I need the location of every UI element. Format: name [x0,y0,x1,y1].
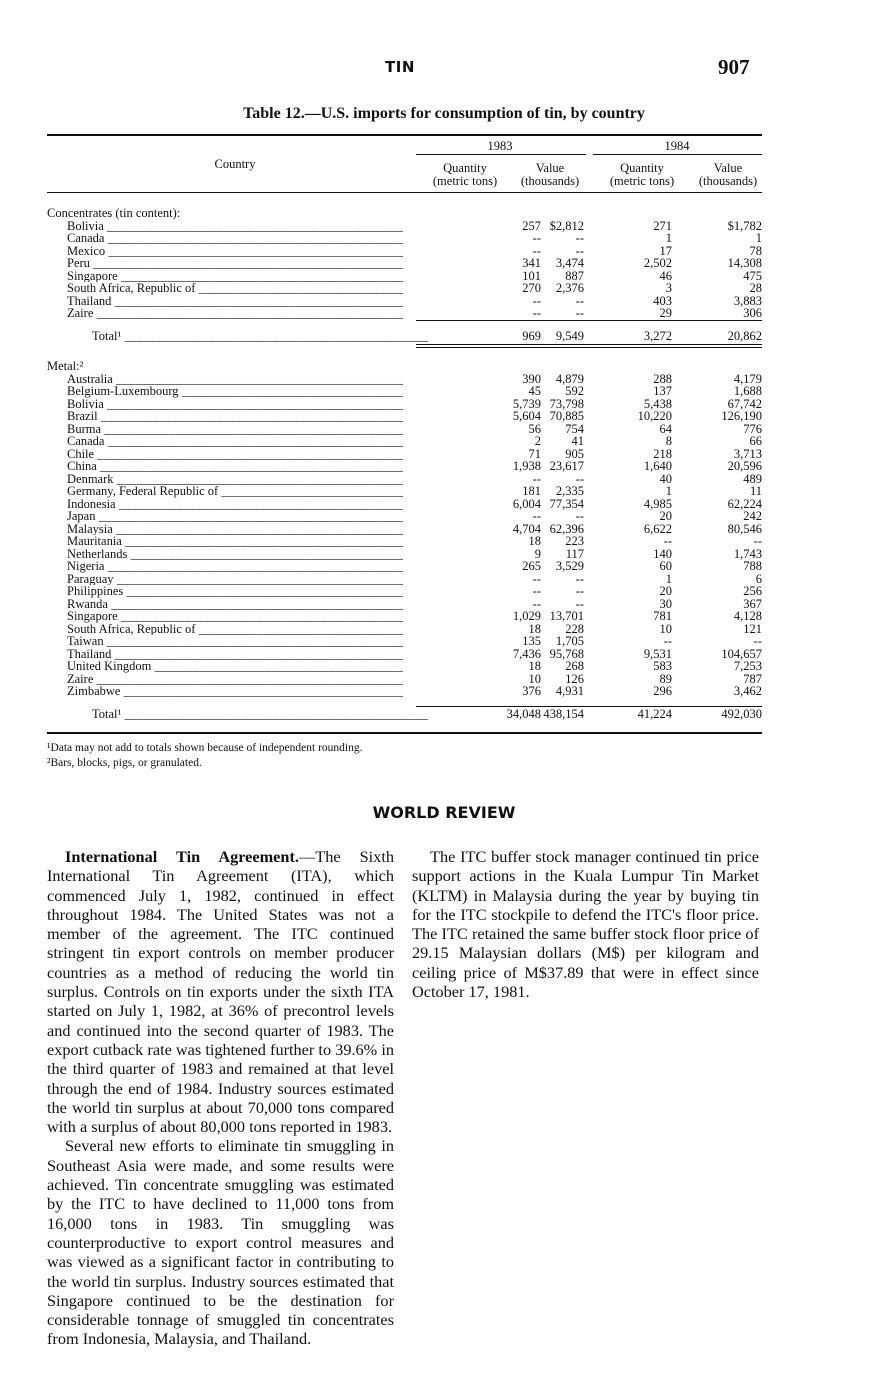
paragraph-3 [412,847,759,1001]
value-header-1983: Value (thousands) [520,161,580,188]
left-column [47,847,394,1349]
quantity-1984-cell: 46 [659,268,672,283]
quantity-1983-cell: -- [532,571,541,586]
country-cell: Philippines _____ [67,585,403,598]
table-row [47,660,767,673]
country-cell: Brazil _____ [67,410,403,423]
value-1984-cell: 1 [755,231,762,245]
value-1984-cell: 788 [743,559,762,573]
value-1984-cell: 306 [743,306,762,320]
value-1984-cell: 121 [743,621,762,636]
value-1983-cell: -- [575,584,584,598]
value-1984-cell: 3,883 [733,293,762,308]
table-row [47,220,767,233]
country-cell: South Africa, Republic of _____ [67,623,403,636]
country-cell: Japan _____ [67,510,403,523]
concentrates-subtotal-rule [416,320,762,321]
quantity-1984-cell: 140 [653,546,672,561]
metal-rows [47,373,767,698]
quantity-1983-cell: 56 [528,421,541,436]
value-1984-cell: 3,713 [733,446,762,461]
value-1983-cell: 2,376 [555,281,584,295]
quantity-1984-cell: 10 [659,621,672,636]
total-quantity-1983: 969 [522,328,541,343]
value-1984-cell: 256 [743,584,762,598]
table-row [47,485,767,498]
quantity-1983-cell: 265 [522,559,541,573]
value-1983-cell: 126 [565,671,584,686]
quantity-1984-cell: -- [663,534,672,548]
value-1984-cell: 3,462 [733,684,762,698]
country-cell: Chile _____ [67,448,403,461]
quantity-1984-cell: 5,438 [643,396,672,411]
value-1983-cell: -- [575,293,584,308]
table-row [47,295,767,308]
table-row [47,270,767,283]
quantity-1983-cell: 71 [528,446,541,461]
table-row [47,257,767,270]
year-1984: 1984 [664,139,690,153]
value-1983-cell: 23,617 [549,459,584,473]
total-row [47,330,767,343]
quantity-1983-cell: 4,704 [512,521,541,536]
value-1983-cell: 41 [571,434,584,448]
value-1983-cell: 4,879 [555,371,584,386]
quantity-1983-cell: 181 [522,484,541,498]
table-bottom-rule [47,732,762,734]
table-row [47,685,767,698]
header-bottom-rule [47,192,762,193]
value-1983-cell: -- [575,596,584,611]
table-row [47,385,767,398]
section-label-row [47,207,767,220]
quantity-1984-cell: 288 [653,371,672,386]
concentrates-table [47,207,767,342]
quantity-1983-cell: -- [532,243,541,258]
country-cell: Thailand _____ [67,648,403,661]
value-1983-cell: 592 [565,384,584,398]
table-row [47,523,767,536]
value-1984-cell: 104,657 [721,646,762,661]
quantity-1983-cell: 376 [522,684,541,698]
total-row [47,708,767,721]
table-row [47,573,767,586]
quantity-1984-cell: 20 [659,584,672,598]
value-1984-cell: 28 [749,281,762,295]
quantity-1984-cell: 4,985 [643,496,672,511]
table-row [47,435,767,448]
quantity-1983-cell: 9 [534,546,541,561]
metal-label: Metal:² [47,360,84,373]
table-row [47,423,767,436]
country-cell: Australia _____ [67,373,403,386]
quantity-1984-cell: 137 [653,384,672,398]
value-1984-cell: 787 [743,671,762,686]
country-cell: Singapore _____ [67,610,403,623]
quantity-1984-cell: 30 [659,596,672,611]
value-1984-cell: 4,179 [733,371,762,386]
metal-subtotal-rule [416,706,762,707]
value-1984-cell: 242 [743,509,762,523]
quantity-1983-cell: 18 [528,659,541,673]
quantity-1983-cell: 1,938 [512,459,541,473]
metal-total-row [47,708,767,721]
value-1983-cell: 1,705 [555,634,584,648]
total-value-1983: 438,154 [543,706,584,721]
country-cell: South Africa, Republic of _____ [67,282,403,295]
paragraph-2 [47,1136,394,1348]
quantity-1983-cell: -- [532,509,541,523]
value-1984-cell: 11 [749,484,762,498]
table-row [47,535,767,548]
country-cell: Mauritania _____ [67,535,403,548]
running-title: TIN [385,58,415,76]
value-1984-cell: 62,224 [727,496,762,511]
country-cell: Indonesia _____ [67,498,403,511]
country-cell: Germany, Federal Republic of _____ [67,485,403,498]
country-cell: United Kingdom _____ [67,660,403,673]
value-1983-cell: 62,396 [549,521,584,536]
total-quantity-1983: 34,048 [506,706,541,721]
lead-in-heading: International Tin Agreement. [65,847,299,866]
total-label: Total¹ _____ [92,708,428,721]
quantity-1983-cell: -- [532,584,541,598]
table-top-rule [47,134,762,136]
quantity-1984-cell: 29 [659,306,672,320]
quantity-1983-cell: 257 [522,218,541,233]
quantity-1983-cell: 5,739 [512,396,541,411]
value-1984-cell: 4,128 [733,609,762,623]
value-1983-cell: 13,701 [549,609,584,623]
value-1983-cell: 73,798 [549,396,584,411]
quantity-1983-cell: 1,029 [512,609,541,623]
total-value-1984: 492,030 [721,706,762,721]
value-1984-cell: $1,782 [727,218,762,233]
country-cell: Burma _____ [67,423,403,436]
quantity-1983-cell: 45 [528,384,541,398]
quantity-1983-cell: 270 [522,281,541,295]
table-row [47,282,767,295]
country-cell: Thailand _____ [67,295,403,308]
paragraph-3-text: The ITC buffer stock manager continued tin price support actions in the Kuala Lumpur Tin Market (KLTM) in Malaysia during the year by buying tin for the ITC stockpile to defend the ITC's floor price. The ITC retained the same buffer stock floor price of 29.15 Malaysian dollars (M$) per kilogram and ceiling price of M$37.89 that were in effect since October 17, 1981. [412,847,759,1002]
year-1983-rule [416,154,586,155]
quantity-1984-cell: 1 [665,484,672,498]
value-1983-cell: 4,931 [555,684,584,698]
quantity-1983-cell: -- [532,306,541,320]
quantity-1983-cell: -- [532,471,541,486]
quantity-1984-cell: 6,622 [643,521,672,536]
quantity-1984-cell: 218 [653,446,672,461]
value-1983-cell: -- [575,231,584,245]
value-1984-cell: 66 [749,434,762,448]
country-header: Country [214,157,256,171]
value-1984-cell: 776 [743,421,762,436]
quantity-1984-cell: 20 [659,509,672,523]
value-1983-cell: -- [575,509,584,523]
quantity-1983-cell: 10 [528,671,541,686]
table-row [47,498,767,511]
value-1984-cell: 67,742 [727,396,762,411]
metal-table [47,360,767,720]
country-cell: Netherlands _____ [67,548,403,561]
quantity-1984-cell: 1,640 [643,459,672,473]
quantity-1984-cell: 1 [665,571,672,586]
quantity-1984-cell: 2,502 [643,256,672,270]
total-label: Total¹ _____ [92,330,428,343]
table-row [47,585,767,598]
quantity-1983-cell: -- [532,293,541,308]
quantity-1983-cell: 135 [522,634,541,648]
quantity-1983-cell: 6,004 [512,496,541,511]
value-1983-cell: 223 [565,534,584,548]
quantity-1983-cell: 7,436 [512,646,541,661]
quantity-1983-cell: 5,604 [512,409,541,423]
value-1984-cell: 78 [749,243,762,258]
value-1984-cell: 489 [743,471,762,486]
concentrates-total-row [47,330,767,343]
value-1984-cell: 7,253 [733,659,762,673]
table-row [47,232,767,245]
country-cell: Mexico _____ [67,245,403,258]
quantity-1984-cell: 40 [659,471,672,486]
right-column [412,847,759,1001]
paragraph-1 [47,847,394,1136]
total-quantity-1984: 3,272 [643,328,672,343]
value-1983-cell: 754 [565,421,584,436]
country-cell: Canada _____ [67,435,403,448]
country-cell: Zaire _____ [67,673,403,686]
quantity-1983-cell: 18 [528,621,541,636]
value-1984-cell: 367 [743,596,762,611]
value-1983-cell: 77,354 [549,496,584,511]
country-cell: Canada _____ [67,232,403,245]
table-row [47,635,767,648]
total-value-1983: 9,549 [555,328,584,343]
value-1983-cell: 268 [565,659,584,673]
country-cell: Belgium-Luxembourg _____ [67,385,403,398]
quantity-1984-cell: -- [663,634,672,648]
table-row [47,610,767,623]
table-row [47,548,767,561]
quantity-1984-cell: 17 [659,243,672,258]
year-1984-rule [593,154,762,155]
concentrates-rows [47,220,767,320]
concentrates-total-rule-2 [416,347,762,348]
country-cell: Peru _____ [67,257,403,270]
table-row [47,307,767,320]
table-row [47,623,767,636]
quantity-1984-cell: 64 [659,421,672,436]
quantity-1983-cell: 390 [522,371,541,386]
table-row [47,473,767,486]
quantity-1983-cell: -- [532,596,541,611]
total-value-1984: 20,862 [727,328,762,343]
value-1983-cell: -- [575,471,584,486]
country-cell: Denmark _____ [67,473,403,486]
table-row [47,460,767,473]
quantity-1983-cell: 18 [528,534,541,548]
country-cell: Taiwan _____ [67,635,403,648]
quantity-header-1984: Quantity (metric tons) [609,161,675,188]
country-cell: Bolivia _____ [67,398,403,411]
value-1984-cell: 1,688 [733,384,762,398]
total-quantity-1984: 41,224 [637,706,672,721]
quantity-1984-cell: 60 [659,559,672,573]
page-number: 907 [718,55,750,79]
value-1983-cell: 228 [565,621,584,636]
value-1984-cell: -- [753,634,762,648]
quantity-1984-cell: 1 [665,231,672,245]
section-heading: WORLD REVIEW [372,803,516,822]
quantity-header-1983: Quantity (metric tons) [432,161,498,188]
quantity-1984-cell: 10,220 [637,409,672,423]
quantity-1983-cell: 2 [534,434,541,448]
country-cell: Rwanda _____ [67,598,403,611]
value-1984-cell: 6 [755,571,762,586]
paragraph-2-text: Several new efforts to eliminate tin smuggling in Southeast Asia were made, and some results were achieved. Tin concentrate smuggling was estimated by the ITC to have declined to 11,000 tons from 16,000 tons in 1983. Tin smuggling was counterproductive to export control measures and was viewed as a significant factor in contributing to the world tin surplus. Industry sources estimated that Singapore continued to be the destination for considerable tonnage of smuggled tin concentrates from Indonesia, Malaysia, and Thailand. [47,1136,394,1349]
value-1984-cell: -- [753,534,762,548]
quantity-1984-cell: 403 [653,293,672,308]
value-1984-cell: 126,190 [721,409,762,423]
value-1984-cell: 20,596 [727,459,762,473]
footnote-1: ¹Data may not add to totals shown because of independent rounding. [47,742,363,754]
year-1983: 1983 [487,139,513,153]
concentrates-label: Concentrates (tin content): [47,207,181,220]
value-1983-cell: 905 [565,446,584,461]
value-1984-cell: 80,546 [727,521,762,536]
value-1983-cell: -- [575,306,584,320]
table-row [47,510,767,523]
quantity-1983-cell: 101 [522,268,541,283]
value-1984-cell: 475 [743,268,762,283]
country-cell: Malaysia _____ [67,523,403,536]
value-1984-cell: 14,308 [727,256,762,270]
concentrates-total-rule-1 [416,344,762,345]
country-cell: Zaire _____ [67,307,403,320]
quantity-1984-cell: 89 [659,671,672,686]
value-1983-cell: 3,474 [555,256,584,270]
section-label-row [47,360,767,373]
quantity-1983-cell: 341 [522,256,541,270]
value-1983-cell: $2,812 [549,218,584,233]
value-1983-cell: 3,529 [555,559,584,573]
quantity-1984-cell: 8 [665,434,672,448]
footnote-2: ²Bars, blocks, pigs, or granulated. [47,757,202,769]
value-1983-cell: 887 [565,268,584,283]
value-1983-cell: 117 [565,546,584,561]
country-cell: Bolivia _____ [67,220,403,233]
paragraph-1-text: —The Sixth International Tin Agreement (ITA), which commenced July 1, 1982, continued in effect throughout 1984. The United States was not a member of the agreement. The ITC continued stringent tin export controls on member producer countries as a method of reducing the world tin surplus. Controls on tin exports under the sixth ITA started on July 1, 1982, at 36% of precontrol levels and continued into the second quarter of 1983. The export cutback rate was tightened further to 39.6% in the third quarter of 1983 and remained at that level through the end of 1984. Industry sources estimated the world tin surplus at about 70,000 tons compared with a surplus of about 80,000 tons reported in 1983. [47,847,395,1137]
table-row [47,560,767,573]
value-1983-cell: -- [575,243,584,258]
value-1983-cell: 95,768 [549,646,584,661]
quantity-1984-cell: 296 [653,684,672,698]
quantity-1984-cell: 3 [665,281,672,295]
country-cell: Paraguay _____ [67,573,403,586]
quantity-1983-cell: -- [532,231,541,245]
table-title: Table 12.—U.S. imports for consumption of tin, by country [243,105,645,122]
quantity-1984-cell: 9,531 [643,646,672,661]
country-cell: Zimbabwe _____ [67,685,403,698]
value-1983-cell: 70,885 [549,409,584,423]
country-cell: Singapore _____ [67,270,403,283]
country-cell: China _____ [67,460,403,473]
value-1984-cell: 1,743 [733,546,762,561]
quantity-1984-cell: 583 [653,659,672,673]
table-row [47,410,767,423]
value-1983-cell: 2,335 [555,484,584,498]
value-1983-cell: -- [575,571,584,586]
quantity-1984-cell: 781 [653,609,672,623]
country-cell: Nigeria _____ [67,560,403,573]
value-header-1984: Value (thousands) [698,161,758,188]
quantity-1984-cell: 271 [653,218,672,233]
